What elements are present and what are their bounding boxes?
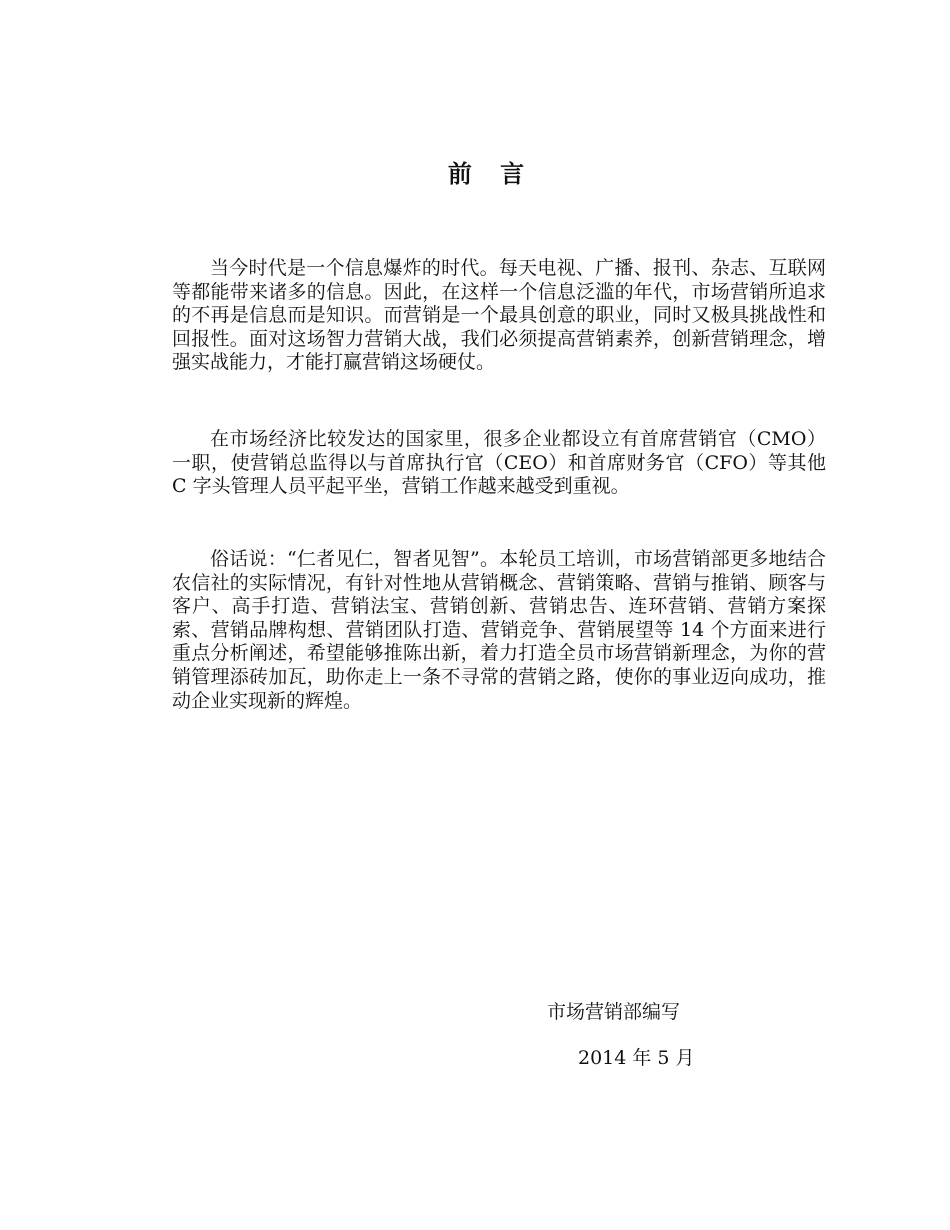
paragraph-training: 俗话说：“仁者见仁，智者见智”。本轮员工培训，市场营销部更多地结合农信社的实际情况，有针对性地从营销概念、营销策略、营销与推销、顾客与客户、高手打造、营销法宝、营销创新、营销忠告、连环营销、营销方案探索、营销品牌构想、营销团队打造、营销竞争、营销展望等 14 个方面来进行重点分析阐述，希望能够推陈出新，着力打造全员市场营销新理念，为你的营销管理添砖加瓦，助你走上一条不寻常的营销之路，使你的事业迈向成功，推动企业实现新的辉煌。	[172, 548, 826, 712]
paragraph-intro: 当今时代是一个信息爆炸的时代。每天电视、广播、报刊、杂志、互联网等都能带来诸多的信息。因此，在这样一个信息泛滥的年代，市场营销所追求的不再是信息而是知识。而营销是一个最具创意的职业，同时又极具挑战性和回报性。面对这场智力营销大战，我们必须提高营销素养，创新营销理念，增强实战能力，才能打赢营销这场硬仗。	[172, 257, 826, 374]
paragraph-cmo: 在市场经济比较发达的国家里，很多企业都设立有首席营销官（CMO）一职，使营销总监得以与首席执行官（CEO）和首席财务官（CFO）等其他 C 字头管理人员平起平坐，营销工作越来越受到重视。	[172, 428, 826, 498]
signature-date: 2014 年 5 月	[578, 1047, 695, 1069]
signature-author: 市场营销部编写	[547, 1001, 681, 1023]
page-title: 前 言	[447, 159, 535, 188]
